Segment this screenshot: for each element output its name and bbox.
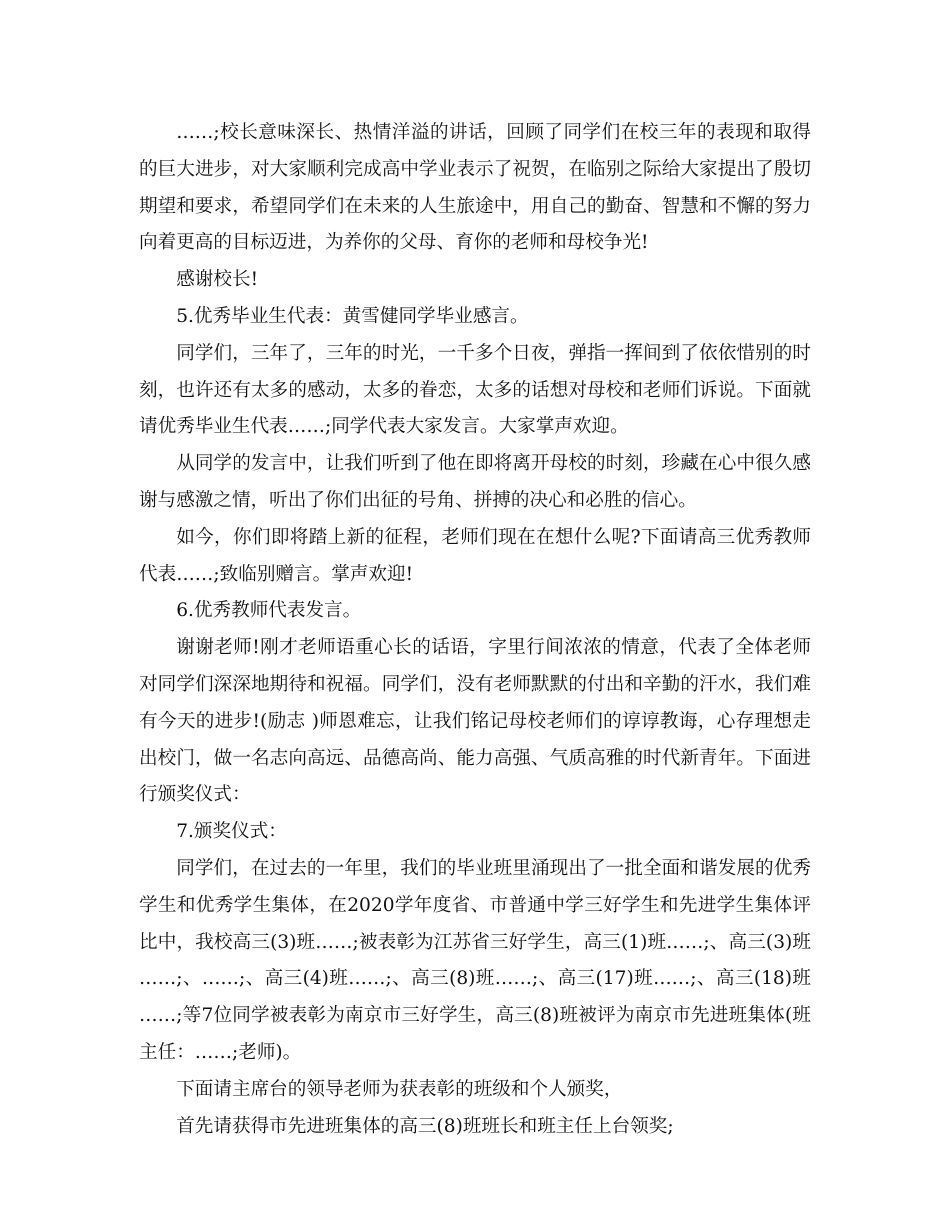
paragraph-first-award: 首先请获得市先进班集体的高三(8)班班长和班主任上台领奖; — [176, 1115, 674, 1137]
section-heading-teacher-representative: 6.优秀教师代表发言。 — [176, 600, 362, 622]
paragraph-graduate-intro: 同学们，三年了，三年的时光，一千多个日夜，弹指一挥间到了依依惜别的时刻，也许还有太多的感动，太多的眷恋，太多的话想对母校和老师们诉说。下面就请优秀毕业生代表……;同学代表大家发言。大家掌声欢迎。 — [139, 342, 811, 438]
paragraph-teacher-intro: 如今，你们即将踏上新的征程，老师们现在在想什么呢?下面请高三优秀教师代表……;致临别赠言。掌声欢迎! — [139, 526, 811, 585]
paragraph-graduate-response: 从同学的发言中，让我们听到了他在即将离开母校的时刻，珍藏在心中很久感谢与感激之情，听出了你们出征的号角、拼搏的决心和必胜的信心。 — [139, 453, 811, 511]
document-body — [139, 115, 811, 1145]
paragraph-teacher-response: 谢谢老师!刚才老师语重心长的话语，字里行间浓浓的情意，代表了全体老师对同学们深深地期待和祝福。同学们，没有老师默默的付出和辛勤的汗水，我们难有今天的进步!(励志 )师恩难忘，让我们铭记母校老师们的谆谆教诲，心存理想走出校门，做一名志向高远、品德高尚、能力高强、气质高雅的时代新青年。下面进行颁奖仪式： — [139, 637, 811, 806]
paragraph-award-invitation: 下面请主席台的领导老师为获表彰的班级和个人颁奖， — [176, 1078, 623, 1100]
section-heading-graduate-representative: 5.优秀毕业生代表：黄雪健同学毕业感言。 — [176, 305, 529, 327]
paragraph-thank-principal: 感谢校长! — [176, 269, 259, 291]
paragraph-principal-speech-summary: ……;校长意味深长、热情洋溢的讲话，回顾了同学们在校三年的表现和取得的巨大进步，对大家顺利完成高中学业表示了祝贺，在临别之际给大家提出了殷切期望和要求，希望同学们在未来的人生旅途中，用自己的勤奋、智慧和不懈的努力向着更高的目标迈进，为养你的父母、育你的老师和母校争光! — [139, 122, 811, 254]
section-heading-award-ceremony: 7.颁奖仪式： — [176, 821, 287, 843]
paragraph-award-details: 同学们，在过去的一年里，我们的毕业班里涌现出了一批全面和谐发展的优秀学生和优秀学生集体，在2020学年度省、市普通中学三好学生和先进学生集体评比中，我校高三(3)班……;被表彰为江苏省三好学生，高三(1)班……;、高三(3)班……;、……;、高三(4)班……;、高三(8)班……;、高三(17)班……;、高三(18)班……;等7位同学被表彰为南京市三好学生，高三(8)班被评为南京市先进班集体(班主任：……;老师)。 — [139, 857, 811, 1063]
